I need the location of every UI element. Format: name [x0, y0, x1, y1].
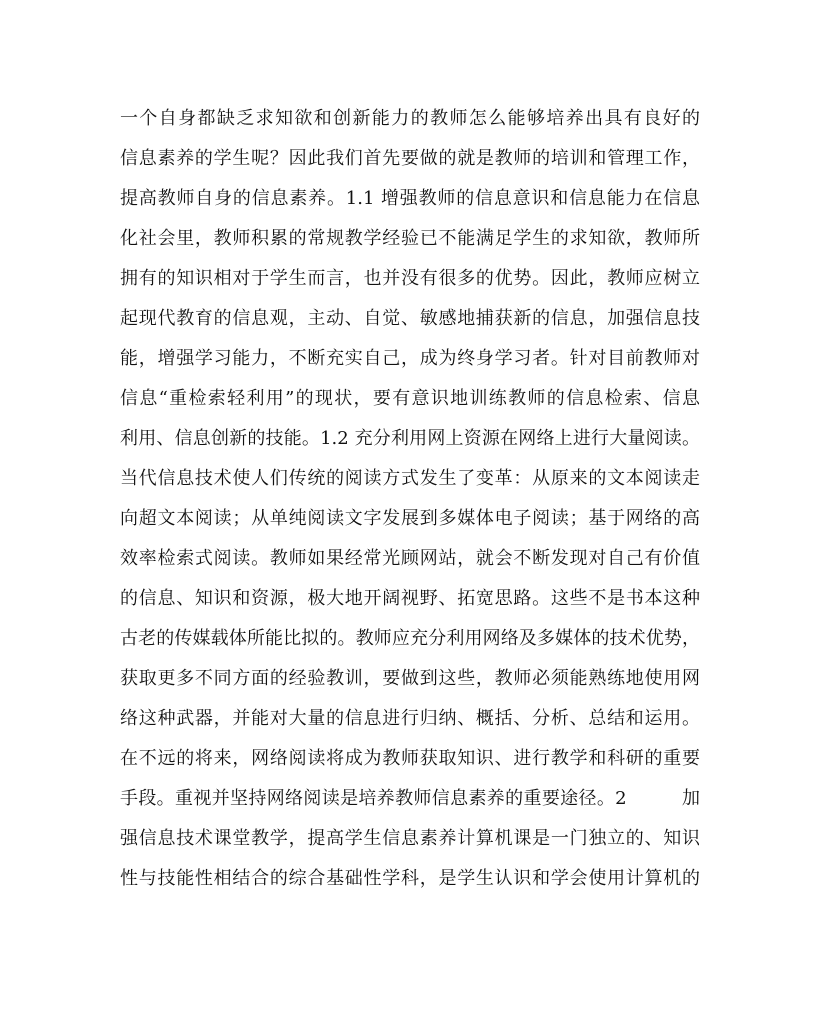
text-line: 信息“重检索轻利用”的现状，要有意识地训练教师的信息检索、信息 — [120, 388, 700, 409]
text-line: 能，增强学习能力，不断充实自己，成为终身学习者。针对目前教师对 — [120, 348, 700, 369]
text-line: 效率检索式阅读。教师如果经常光顾网站，就会不断发现对自己有价值 — [120, 548, 700, 569]
text-line: 的信息、知识和资源，极大地开阔视野、拓宽思路。这些不是书本这种 — [120, 588, 700, 609]
text-line: 起现代教育的信息观，主动、自觉、敏感地捕获新的信息，加强信息技 — [120, 308, 700, 329]
text-line: 向超文本阅读；从单纯阅读文字发展到多媒体电子阅读；基于网络的高 — [120, 508, 700, 529]
text-line: 强信息技术课堂教学，提高学生信息素养计算机课是一门独立的、知识 — [120, 828, 700, 849]
text-line: 提高教师自身的信息素养。1.1 增强教师的信息意识和信息能力在信息 — [120, 188, 700, 209]
text-line: 古老的传媒载体所能比拟的。教师应充分利用网络及多媒体的技术优势， — [120, 628, 700, 649]
body-text — [120, 99, 700, 899]
text-line: 一个自身都缺乏求知欲和创新能力的教师怎么能够培养出具有良好的 — [120, 108, 700, 129]
text-line: 获取更多不同方面的经验教训，要做到这些，教师必须能熟练地使用网 — [120, 668, 700, 689]
text-line: 络这种武器，并能对大量的信息进行归纳、概括、分析、总结和运用。 — [120, 708, 700, 729]
text-line: 信息素养的学生呢？因此我们首先要做的就是教师的培训和管理工作， — [120, 148, 700, 169]
text-line: 在不远的将来，网络阅读将成为教师获取知识、进行教学和科研的重要 — [120, 748, 700, 769]
text-line: 利用、信息创新的技能。1.2 充分利用网上资源在网络上进行大量阅读。 — [120, 428, 700, 449]
text-line: 手段。重视并坚持网络阅读是培养教师信息素养的重要途径。2 加 — [120, 788, 700, 809]
text-line: 性与技能性相结合的综合基础性学科，是学生认识和学会使用计算机的 — [120, 868, 700, 889]
text-line: 化社会里，教师积累的常规教学经验已不能满足学生的求知欲，教师所 — [120, 228, 700, 249]
text-line: 当代信息技术使人们传统的阅读方式发生了变革：从原来的文本阅读走 — [120, 468, 700, 489]
text-line: 拥有的知识相对于学生而言，也并没有很多的优势。因此，教师应树立 — [120, 268, 700, 289]
